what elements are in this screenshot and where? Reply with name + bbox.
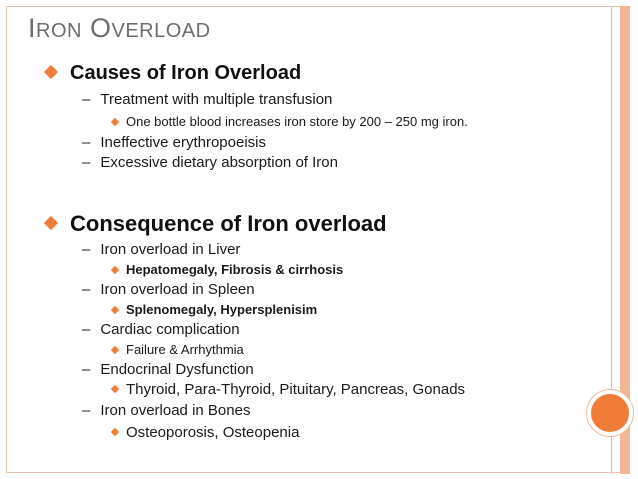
decorative-circle bbox=[587, 390, 633, 436]
list-item: – Iron overload in Spleen bbox=[82, 281, 255, 298]
sub-list-item: Osteoporosis, Osteopenia bbox=[112, 424, 299, 441]
diamond-bullet-icon bbox=[111, 345, 119, 353]
diamond-bullet-icon bbox=[111, 305, 119, 313]
diamond-bullet-icon bbox=[111, 428, 119, 436]
list-item: – Treatment with multiple transfusion bbox=[82, 91, 333, 108]
diamond-bullet-icon bbox=[111, 117, 119, 125]
list-item: – Iron overload in Bones bbox=[82, 402, 251, 419]
sub-list-item: Splenomegaly, Hypersplenisim bbox=[112, 302, 317, 317]
slide-title: IRON OVERLOAD bbox=[28, 13, 211, 43]
diamond-bullet-icon bbox=[111, 385, 119, 393]
list-item: – Ineffective erythropoeisis bbox=[82, 134, 266, 151]
sub-list-item: Hepatomegaly, Fibrosis & cirrhosis bbox=[112, 262, 343, 277]
diamond-bullet-icon bbox=[111, 265, 119, 273]
list-item: – Endocrinal Dysfunction bbox=[82, 361, 254, 378]
diamond-bullet-icon bbox=[44, 216, 58, 230]
list-item: – Iron overload in Liver bbox=[82, 241, 241, 258]
causes-heading: Causes of Iron Overload bbox=[46, 62, 301, 85]
diamond-bullet-icon bbox=[44, 65, 58, 79]
sub-list-item: Thyroid, Para-Thyroid, Pituitary, Pancreas, Gonads bbox=[112, 381, 465, 398]
sub-list-item: Failure & Arrhythmia bbox=[112, 342, 244, 357]
list-item: – Excessive dietary absorption of Iron bbox=[82, 154, 338, 171]
list-item: – Cardiac complication bbox=[82, 321, 240, 338]
consequence-heading: Consequence of Iron overload bbox=[46, 211, 387, 237]
sub-list-item: One bottle blood increases iron store by 200 – 250 mg iron. bbox=[112, 114, 468, 129]
